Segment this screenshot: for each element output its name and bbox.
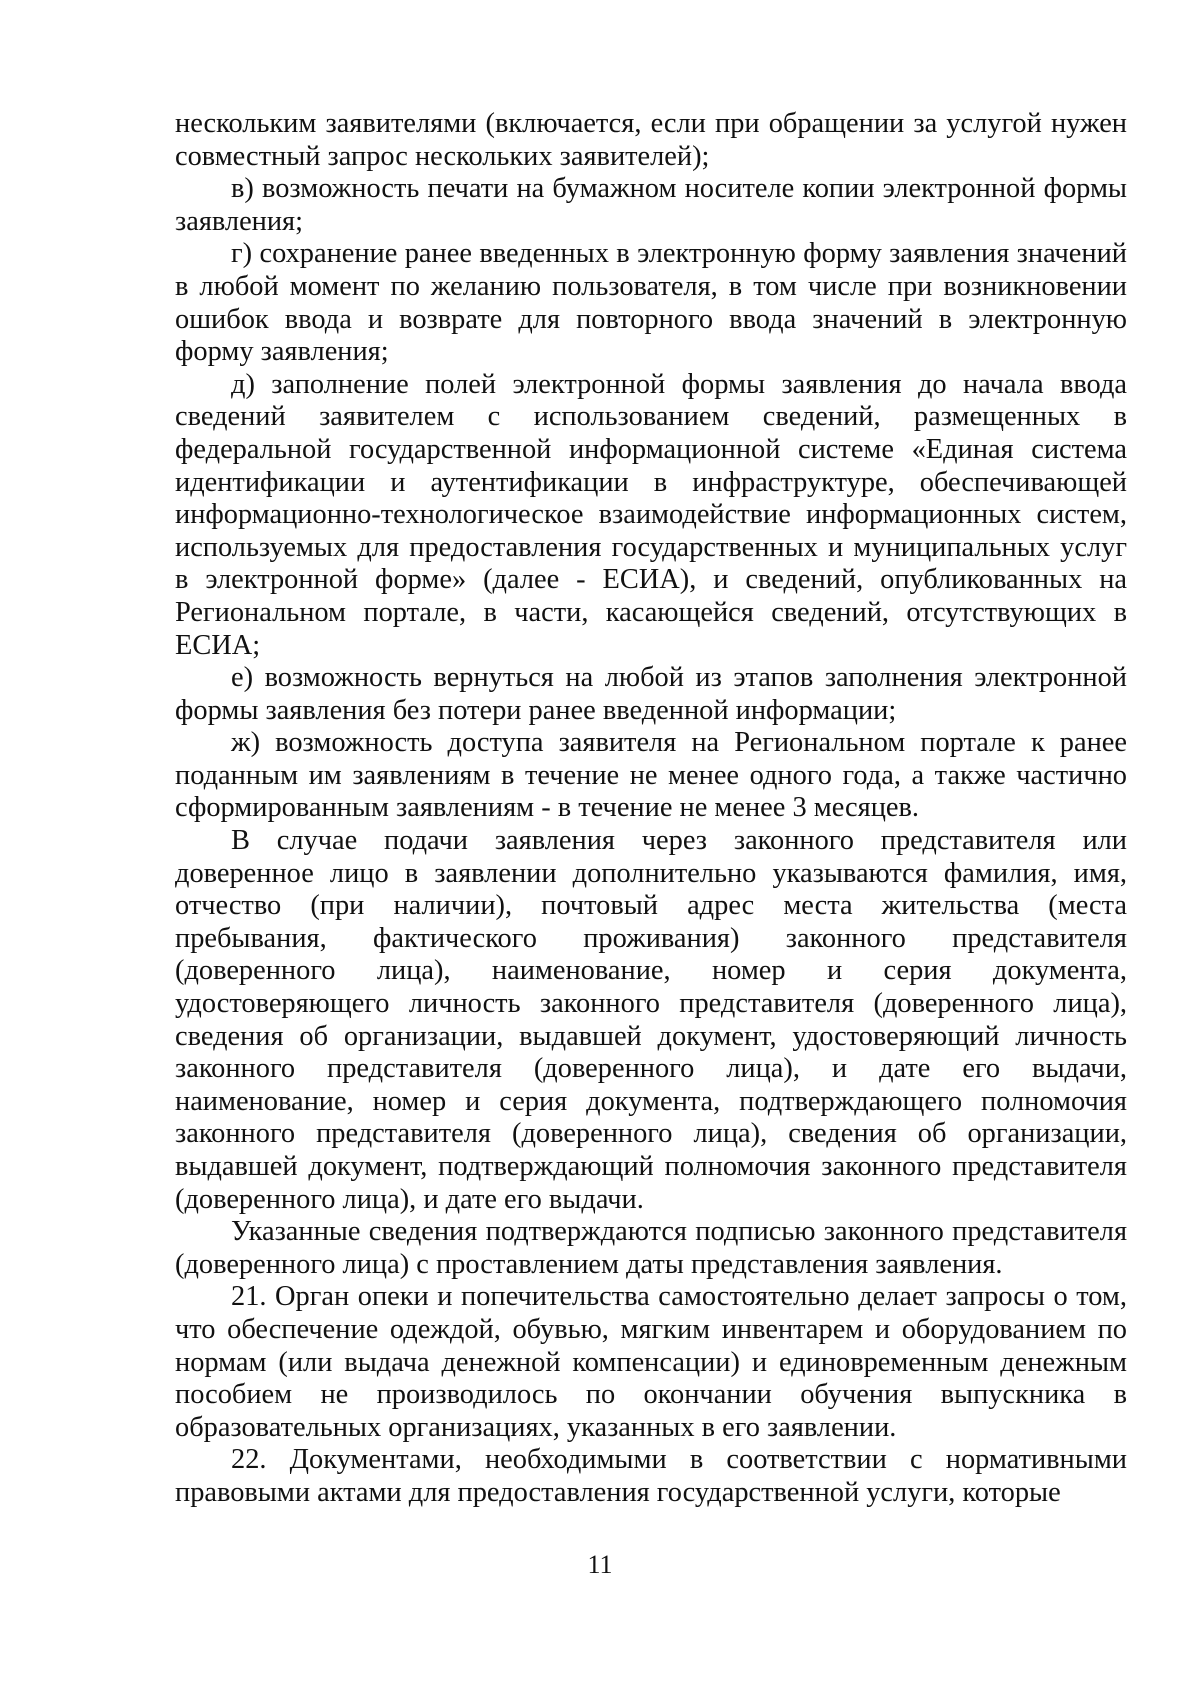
paragraph-item-v: в) возможность печати на бумажном носителе копии электронной формы заявления; — [175, 173, 1127, 237]
paragraph-clause-21: 21. Орган опеки и попечительства самостоятельно делает запросы о том, что обеспечение одеждой, обувью, мягким инвентарем и оборудованием по нормам (или выдача денежной компенсации) и единовременным денежным пособием не производилось по окончании обучения выпускника в образовательных организациях, указанных в его заявлении. — [175, 1281, 1127, 1443]
paragraph-representative: В случае подачи заявления через законного представителя или доверенное лицо в заявлении дополнительно указываются фамилия, имя, отчество (при наличии), почтовый адрес места жительства (места пребывания, фактического проживания) законного представителя (доверенного лица), наименование, номер и серия документа, удостоверяющего личность законного представителя (доверенного лица), сведения об организации, выдавшей документ, удостоверяющий личность законного представителя (доверенного лица), и дате его выдачи, наименование, номер и серия документа, подтверждающего полномочия законного представителя (доверенного лица), сведения об организации, выдавшей документ, подтверждающий полномочия законного представителя (доверенного лица), и дате его выдачи. — [175, 825, 1127, 1215]
page-number: 11 — [587, 1550, 613, 1579]
paragraph-clause-22: 22. Документами, необходимыми в соответствии с нормативными правовыми актами для предоставления государственной услуги, которые — [175, 1444, 1127, 1508]
paragraph-signature: Указанные сведения подтверждаются подписью законного представителя (доверенного лица) с проставлением даты представления заявления. — [175, 1216, 1127, 1280]
paragraph-item-e: е) возможность вернуться на любой из этапов заполнения электронной формы заявления без потери ранее введенной информации; — [175, 662, 1127, 726]
document-page — [175, 108, 1127, 1510]
paragraph-item-g: г) сохранение ранее введенных в электронную форму заявления значений в любой момент по желанию пользователя, в том числе при возникновении ошибок ввода и возврате для повторного ввода значений в электронную форму заявления; — [175, 238, 1127, 368]
paragraph-item-d: д) заполнение полей электронной формы заявления до начала ввода сведений заявителем с использованием сведений, размещенных в федеральной государственной информационной системе «Единая система идентификации и аутентификации в инфраструктуре, обеспечивающей информационно-технологическое взаимодействие информационных систем, используемых для предоставления государственных и муниципальных услуг в электронной форме» (далее - ЕСИА), и сведений, опубликованных на Региональном портале, в части, касающейся сведений, отсутствующих в ЕСИА; — [175, 368, 1127, 661]
paragraph-continuation: нескольким заявителями (включается, если при обращении за услугой нужен совместный запрос нескольких заявителей); — [175, 108, 1127, 172]
paragraph-item-zh: ж) возможность доступа заявителя на Региональном портале к ранее поданным им заявлениям в течение не менее одного года, а также частично сформированным заявлениям - в течение не менее 3 месяцев. — [175, 727, 1127, 824]
